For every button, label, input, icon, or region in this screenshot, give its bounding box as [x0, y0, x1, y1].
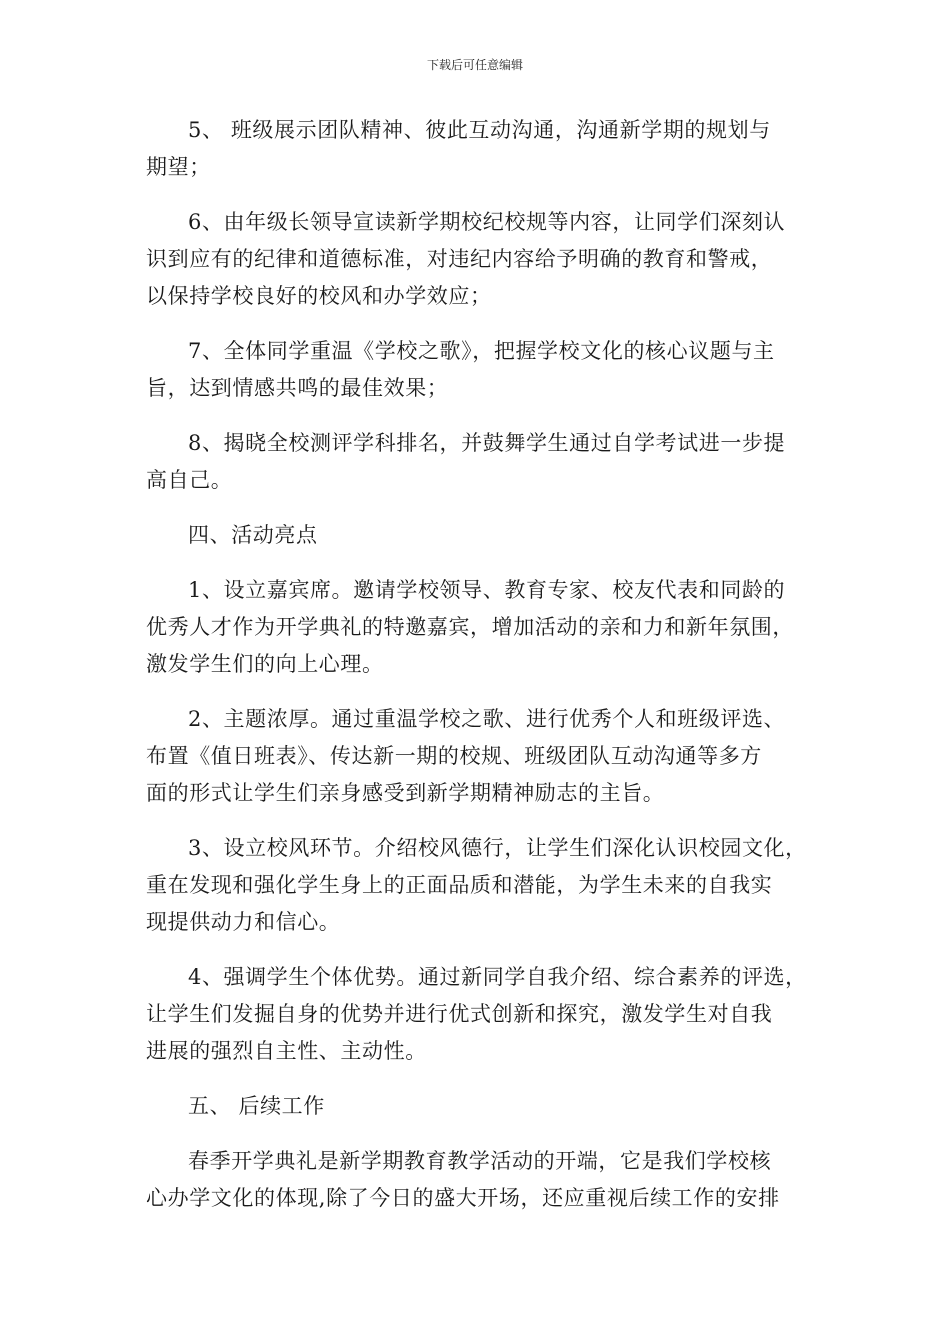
- paragraph-line: 心办学文化的体现,除了今日的盛大开场，还应重视后续工作的安排: [146, 1186, 780, 1210]
- paragraph-line: 现提供动力和信心。: [146, 910, 341, 934]
- paragraph-item-5: [146, 112, 806, 186]
- paragraph-line: 面的形式让学生们亲身感受到新学期精神励志的主旨。: [146, 781, 665, 805]
- page-header: 下载后可任意编辑: [426, 58, 523, 72]
- paragraph-line: 优秀人才作为开学典礼的特邀嘉宾，增加活动的亲和力和新年氛围，: [146, 615, 794, 639]
- section-heading: 四、活动亮点: [188, 523, 318, 547]
- paragraph-line: 进展的强烈自主性、主动性。: [146, 1039, 427, 1063]
- paragraph-line: 2、主题浓厚。通过重温学校之歌、进行优秀个人和班级评选、: [188, 707, 786, 731]
- paragraph-line: 5、 班级展示团队精神、彼此互动沟通，沟通新学期的规划与: [188, 118, 771, 142]
- paragraph-item-7: [146, 333, 806, 407]
- paragraph-line: 8、揭晓全校测评学科排名，并鼓舞学生通过自学考试进一步提: [188, 431, 786, 455]
- paragraph-line: 6、由年级长领导宣读新学期校纪校规等内容，让同学们深刻认: [188, 210, 786, 234]
- highlight-item-3: [146, 830, 806, 941]
- paragraph-line: 布置《值日班表》、传达新一期的校规、班级团队互动沟通等多方: [146, 744, 762, 768]
- paragraph-line: 7、全体同学重温《学校之歌》，把握学校文化的核心议题与主: [188, 339, 775, 363]
- highlight-item-2: [146, 701, 806, 812]
- paragraph-line: 3、设立校风环节。介绍校风德行，让学生们深化认识校园文化，: [188, 836, 807, 860]
- followup-paragraph: [146, 1143, 806, 1217]
- paragraph-line: 以保持学校良好的校风和办学效应；: [146, 284, 492, 308]
- paragraph-line: 旨，达到情感共鸣的最佳效果；: [146, 376, 449, 400]
- paragraph-line: 1、设立嘉宾席。邀请学校领导、教育专家、校友代表和同龄的: [188, 578, 786, 602]
- paragraph-item-8: [146, 425, 806, 499]
- paragraph-line: 高自己。: [146, 468, 233, 492]
- paragraph-line: 4、强调学生个体优势。通过新同学自我介绍、综合素养的评选，: [188, 965, 807, 989]
- highlight-item-4: [146, 959, 806, 1070]
- highlight-item-1: [146, 572, 806, 683]
- document-body: [146, 112, 806, 1217]
- section-heading-followup: [146, 1088, 806, 1125]
- paragraph-line: 让学生们发掘自身的优势并进行优式创新和探究，激发学生对自我: [146, 1002, 773, 1026]
- section-heading: 五、 后续工作: [188, 1094, 325, 1118]
- paragraph-line: 识到应有的纪律和道德标准，对违纪内容给予明确的教育和警戒，: [146, 247, 773, 271]
- paragraph-line: 期望；: [146, 155, 211, 179]
- paragraph-item-6: [146, 204, 806, 315]
- paragraph-line: 激发学生们的向上心理。: [146, 652, 384, 676]
- paragraph-line: 重在发现和强化学生身上的正面品质和潜能，为学生未来的自我实: [146, 873, 773, 897]
- section-heading-highlights: [146, 517, 806, 554]
- paragraph-line: 春季开学典礼是新学期教育教学活动的开端，它是我们学校核: [188, 1149, 772, 1173]
